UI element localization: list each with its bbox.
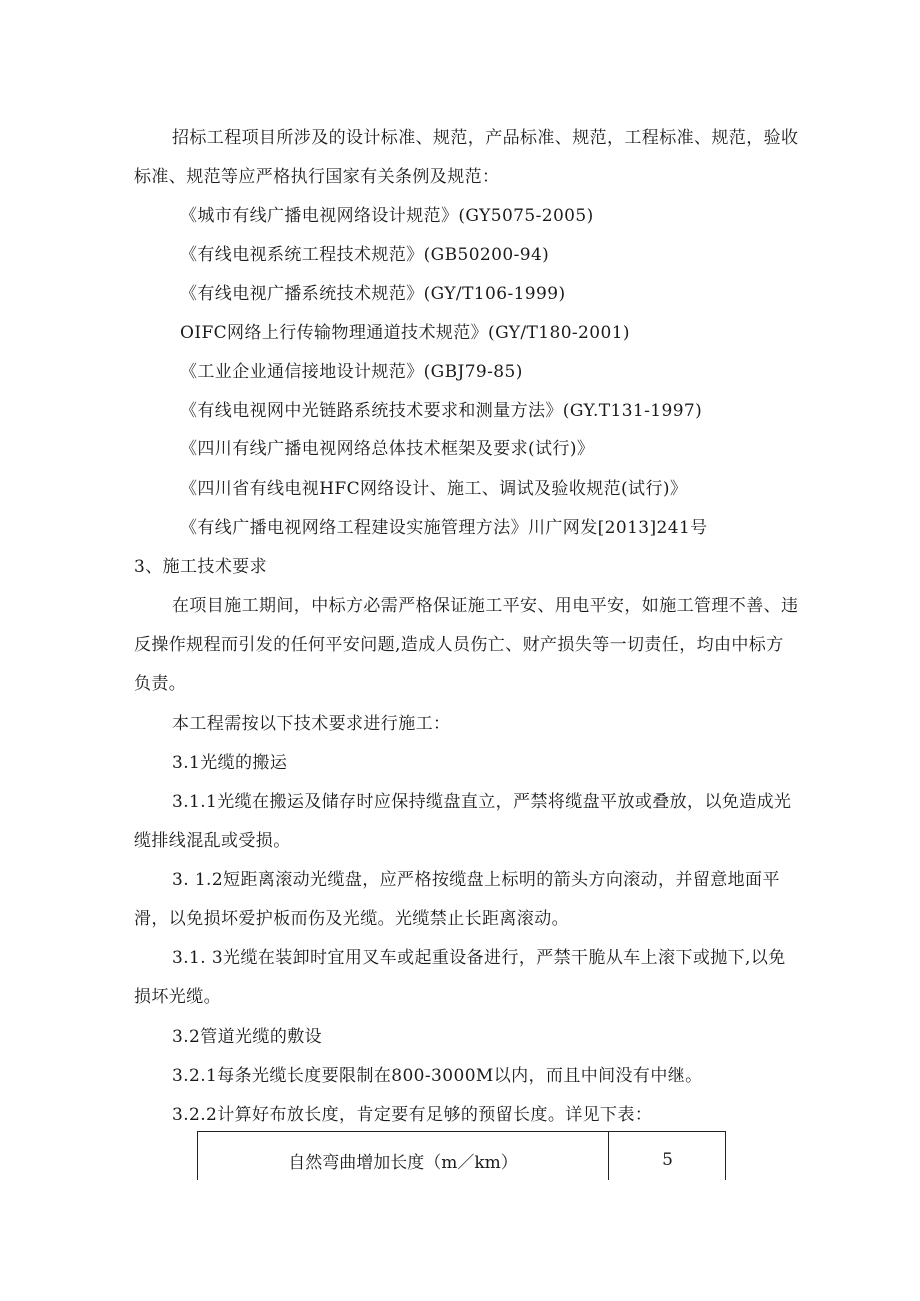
paragraph-line: 3.2.1每条光缆长度要限制在800-3000M以内，而且中间没有中继。 [172, 1066, 703, 1086]
paragraph-line: 反操作规程而引发的任何平安问题,造成人员伤亡、财产损失等一切责任，均由中标方 [134, 635, 784, 655]
paragraph-line: 缆排线混乱或受损。 [134, 831, 291, 851]
paragraph-line: 3.2.2计算好布放长度，肯定要有足够的预留长度。详见下表： [172, 1105, 653, 1125]
paragraph-line: 在项目施工期间，中标方必需严格保证施工平安、用电平安，如施工管理不善、违 [172, 596, 799, 616]
standard-item: 《有线电视系统工程技术规范》(GB50200-94) [180, 245, 550, 265]
standard-item: 《工业企业通信接地设计规范》(GBJ79-85) [180, 362, 523, 382]
paragraph-line: 本工程需按以下技术要求进行施工： [172, 714, 451, 734]
paragraph-line: 3.1. 3光缆在装卸时宜用叉车或起重设备进行，严禁干脆从车上滚下或抛下,以免 [172, 948, 786, 968]
standard-item: 《四川省有线电视HFC网络设计、施工、调试及验收规范(试行)》 [180, 479, 688, 499]
intro-line-1: 招标工程项目所涉及的设计标准、规范，产品标准、规范，工程标准、规范，验收 [172, 128, 799, 148]
reserve-length-table [197, 1131, 726, 1180]
subsection-heading: 3.2管道光缆的敷设 [172, 1027, 323, 1047]
standard-item: 《有线电视广播系统技术规范》(GY/T106-1999) [180, 284, 566, 304]
table-cell-label: 自然弯曲增加长度（m／km） [198, 1132, 609, 1180]
standard-item: 《城市有线广播电视网络设计规范》(GY5075-2005) [180, 206, 594, 226]
paragraph-line: 负责。 [134, 674, 187, 694]
standard-item: 《有线电视网中光链路系统技术要求和测量方法》(GY.T131-1997) [180, 401, 703, 421]
paragraph-line: 损坏光缆。 [134, 987, 221, 1007]
paragraph-line: 3.1.1光缆在搬运及储存时应保持缆盘直立，严禁将缆盘平放或叠放，以免造成光 [172, 792, 792, 812]
standard-item: OIFC网络上行传输物理通道技术规范》(GY/T180-2001) [180, 323, 630, 343]
section-heading: 3、施工技术要求 [134, 557, 268, 577]
intro-line-2: 标准、规范等应严格执行国家有关条例及规范： [134, 167, 500, 187]
table-cell-value: 5 [662, 1150, 673, 1170]
paragraph-line: 滑，以免损坏爱护板而伤及光缆。光缆禁止长距离滚动。 [134, 909, 569, 929]
subsection-heading: 3.1光缆的搬运 [172, 753, 288, 773]
paragraph-line: 3. 1.2短距离滚动光缆盘，应严格按缆盘上标明的箭头方向滚动，并留意地面平 [172, 870, 780, 890]
standard-item: 《有线广播电视网络工程建设实施管理方法》川广网发[2013]241号 [180, 518, 708, 538]
standard-item: 《四川有线广播电视网络总体技术框架及要求(试行)》 [180, 439, 595, 459]
